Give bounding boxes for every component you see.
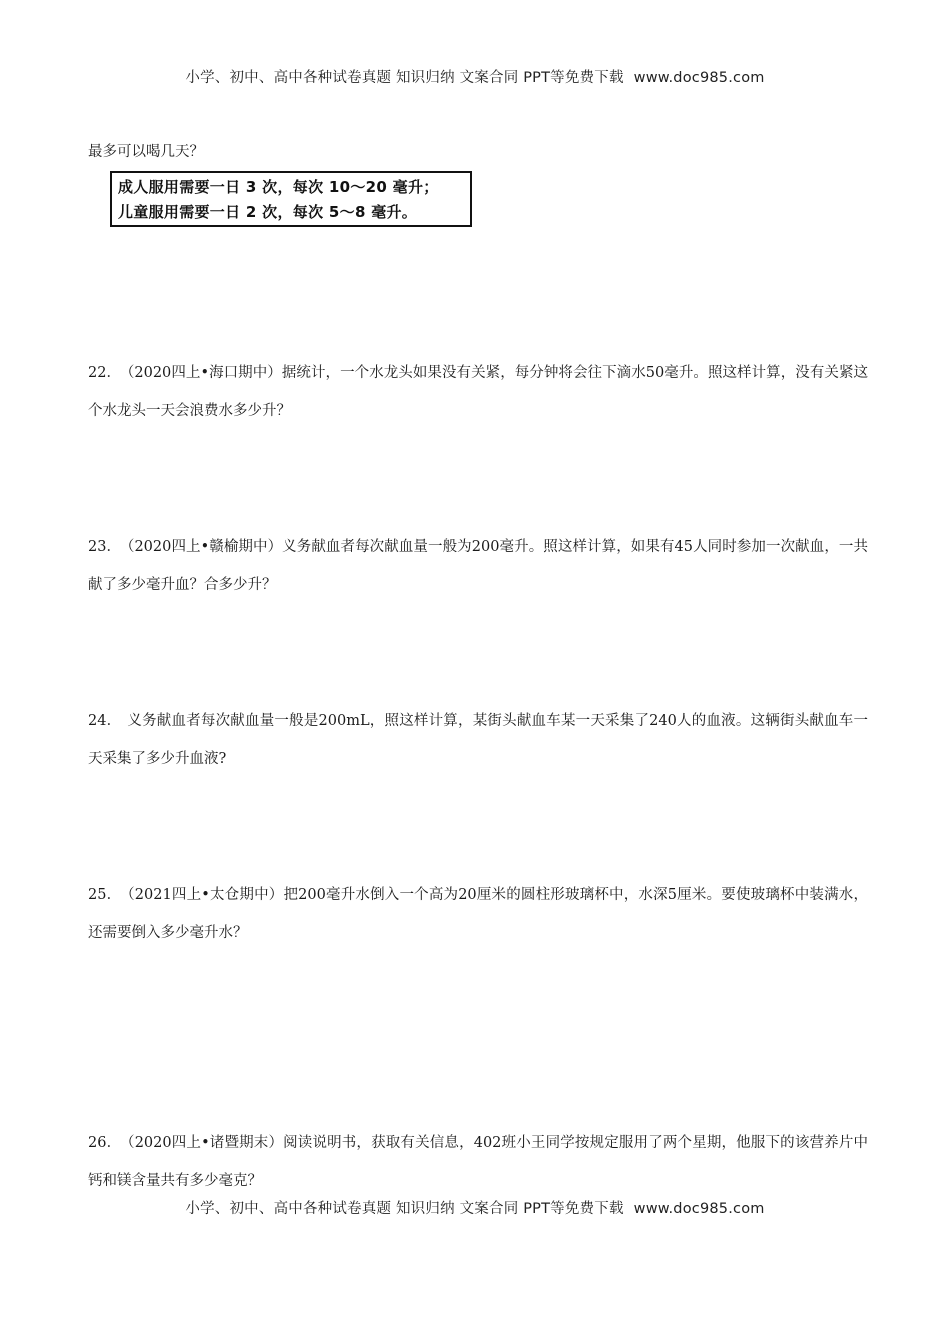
footer-site-link[interactable]: www.doc985.com — [633, 1201, 765, 1217]
question-number: 24． — [88, 713, 122, 729]
question-number: 26． — [88, 1135, 122, 1151]
header-text: 小学、初中、高中各种试卷真题 知识归纳 文案合同 PPT等免费下载 — [185, 70, 624, 86]
header-site-link[interactable]: www.doc985.com — [633, 70, 765, 86]
footer-text: 小学、初中、高中各种试卷真题 知识归纳 文案合同 PPT等免费下载 — [185, 1201, 624, 1217]
dosage-child-line: 儿童服用需要一日 2 次，每次 5～8 毫升。 — [118, 203, 418, 221]
page-footer — [0, 1197, 950, 1218]
question-text: 义务献血者每次献血量一般是200mL，照这样计算，某街头献血车某一天采集了240人的血液。这辆街头献血车一天采集了多少升血液? — [88, 713, 869, 767]
question-text: （2021四上•太仓期中）把200毫升水倒入一个高为20厘米的圆柱形玻璃杯中，水深5厘米。要使玻璃杯中装满水，还需要倒入多少毫升水？ — [88, 887, 869, 941]
question-number: 22． — [88, 365, 122, 381]
question-23 — [88, 528, 868, 604]
page-header — [0, 66, 950, 87]
question-number: 25． — [88, 887, 122, 903]
question-24 — [88, 702, 868, 778]
dosage-adult-line: 成人服用需要一日 3 次，每次 10～20 毫升； — [118, 178, 439, 196]
dosage-instruction-box — [110, 171, 472, 227]
question-number: 23． — [88, 539, 122, 555]
question-22 — [88, 354, 868, 430]
question-text: （2020四上•诸暨期末）阅读说明书，获取有关信息，402班小王同学按规定服用了两个星期，他服下的该营养片中钙和镁含量共有多少毫克？ — [88, 1135, 868, 1189]
question-26 — [88, 1124, 868, 1200]
question-text: （2020四上•赣榆期中）义务献血者每次献血量一般为200毫升。照这样计算，如果有45人同时参加一次献血，一共献了多少毫升血？合多少升？ — [88, 539, 869, 593]
question-21-continuation: 最多可以喝几天？ — [88, 144, 204, 160]
question-25 — [88, 876, 868, 952]
question-text: （2020四上•海口期中）据统计，一个水龙头如果没有关紧，每分钟将会往下滴水50毫升。照这样计算，没有关紧这个水龙头一天会浪费水多少升？ — [88, 365, 869, 419]
